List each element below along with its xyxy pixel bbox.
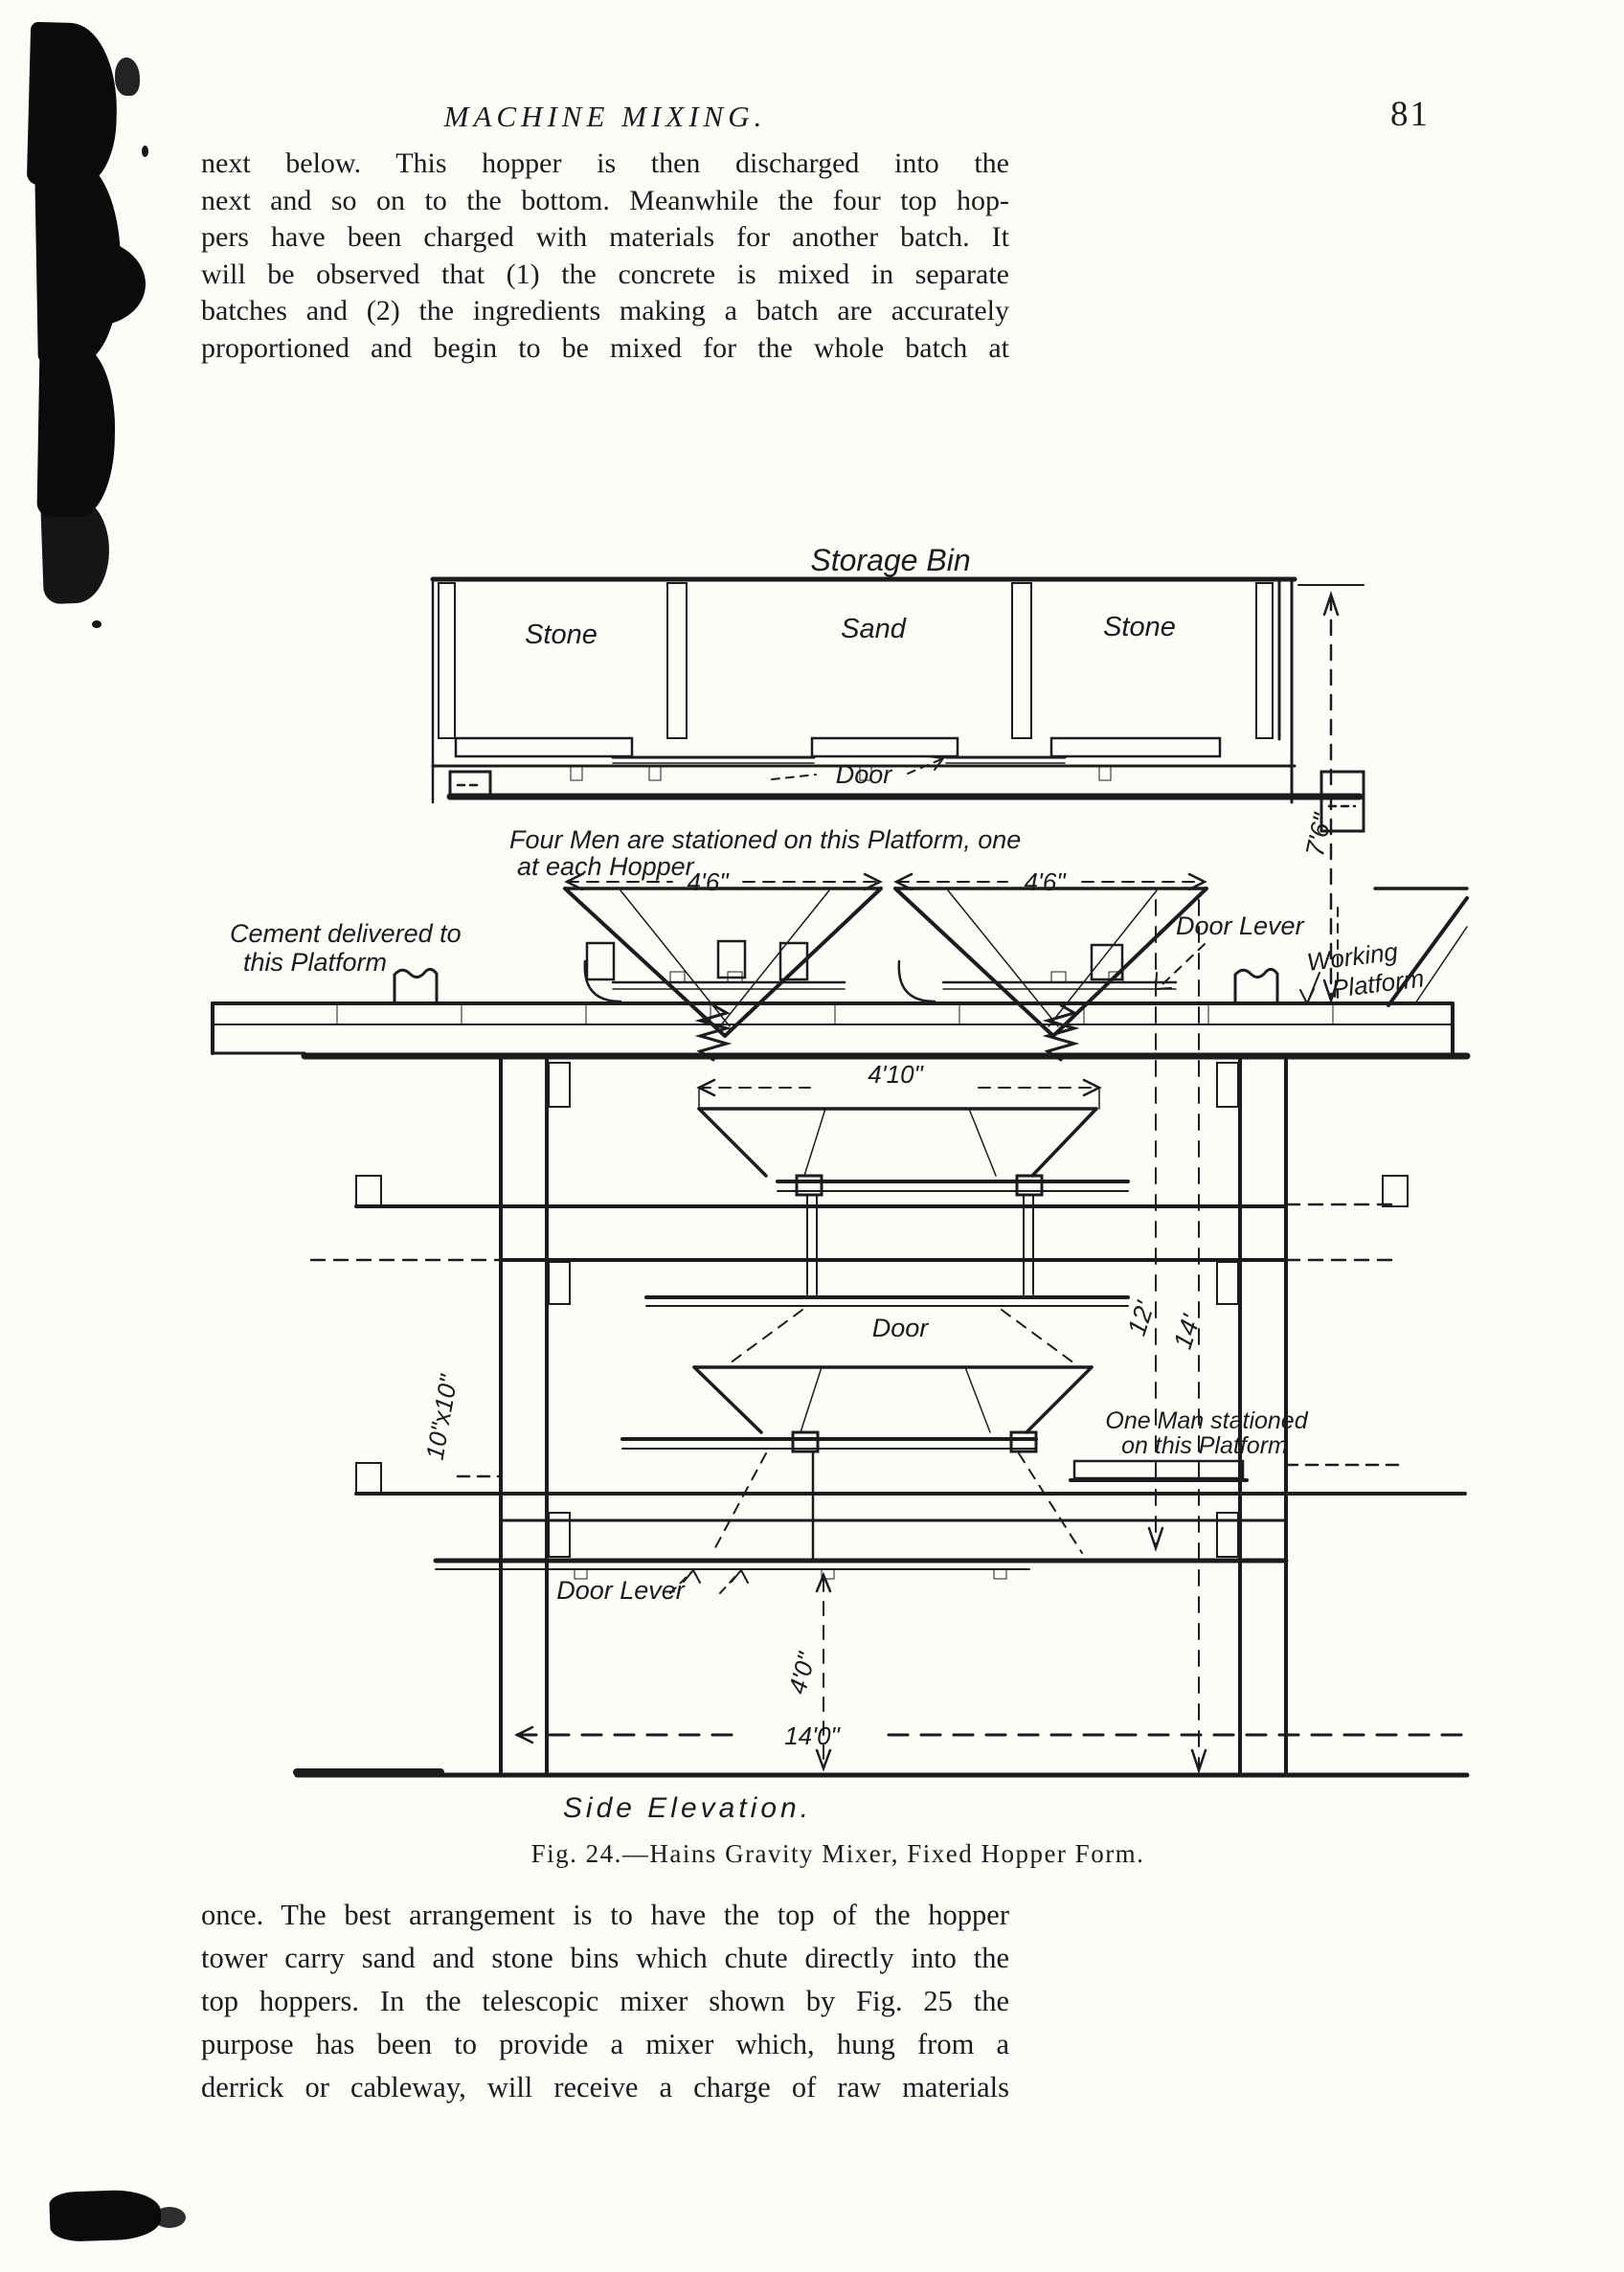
note-four-men-line1: Four Men are stationed on this Platform, one (509, 825, 1022, 854)
scan-smudge (36, 344, 116, 517)
bin-wall-divider (1012, 583, 1031, 738)
paragraph-top (201, 146, 1009, 367)
bin-wall-left (439, 583, 455, 738)
joint-block (549, 1063, 570, 1107)
platform-strip (1074, 1461, 1243, 1478)
dim-4ft6-a-label: 4'6" (687, 867, 729, 896)
scan-speck (92, 620, 102, 628)
text-line: proportioned and begin to be mixed for the whole batch at (201, 331, 1009, 364)
joint-block (1217, 1063, 1238, 1107)
funnel-sides (699, 1109, 1096, 1176)
paragraph-bottom (201, 1894, 1009, 2109)
dim-14ft-label: 14' (1167, 1311, 1207, 1353)
ground-and-base-dimension (297, 1721, 1467, 1824)
bin-label-stone-1: Stone (525, 619, 598, 650)
note-working-platform-2: Platform (1330, 963, 1426, 1003)
bin-wall-divider (667, 583, 687, 738)
scan-speck (142, 146, 148, 157)
text-line: will be observed that (1) the concrete is mixed in separate (201, 258, 1009, 290)
scan-smudge (40, 239, 146, 326)
middle-hopper (646, 1060, 1128, 1363)
joint-block (549, 1262, 570, 1304)
note-one-man-line1: One Man stationed (1105, 1407, 1308, 1434)
hopper-v3-partial (1388, 898, 1467, 1005)
text-line: batches and (2) the ingredients making a batch are accurately (201, 295, 1009, 326)
figure-caption: Fig. 24.—Hains Gravity Mixer, Fixed Hopper Form. (530, 1839, 1145, 1868)
label-door-lever-bottom: Door Lever (556, 1576, 685, 1605)
bin-floor-section (456, 738, 632, 756)
note-cement-line1: Cement delivered to (230, 919, 462, 948)
dim-12ft-label: 12' (1121, 1297, 1161, 1339)
text-line: top hoppers. In the telescopic mixer shown by Fig. 25 the (201, 1985, 1009, 2017)
dim-4ft10-label: 4'10" (868, 1060, 923, 1089)
note-working-platform-1: Working (1305, 936, 1400, 977)
scan-smudge (115, 57, 140, 96)
bin-floor-section (1051, 738, 1220, 756)
column-size-label: 10"x10" (419, 1372, 463, 1463)
working-platform (213, 1003, 1467, 1060)
note-one-man-line2: on this Platform (1121, 1432, 1288, 1459)
bin-support-foot (1099, 766, 1111, 780)
text-line: purpose has been to provide a mixer which, hung from a (201, 2028, 1009, 2060)
funnel-sides (694, 1367, 1092, 1432)
text-line: next and so on to the bottom. Meanwhile the four top hop- (201, 184, 1009, 216)
scan-smudge (153, 2207, 186, 2228)
break-post (395, 969, 437, 1003)
page-number: 81 (1390, 95, 1430, 134)
break-post (1235, 969, 1277, 1003)
scan-smudge (40, 497, 111, 604)
hopper-v2 (895, 889, 1207, 1036)
label-door-mid: Door (871, 1314, 929, 1342)
bin-floor-section (812, 738, 958, 756)
joint-block (1217, 1262, 1238, 1304)
label-door-top: Door (835, 760, 892, 789)
storage-bin-title: Storage Bin (810, 543, 971, 577)
figure-notes (230, 825, 1426, 1003)
bin-support-foot (571, 766, 582, 780)
dimension-7ft6 (1298, 585, 1364, 1001)
beam-end-block (1383, 1176, 1408, 1206)
page-header-title: MACHINE MIXING. (443, 100, 767, 133)
view-label: Side Elevation. (562, 1792, 813, 1824)
text-line: pers have been charged with materials for another batch. It (201, 221, 1009, 253)
note-four-men-line2: at each Hopper (517, 852, 694, 881)
scan-smudge (49, 2189, 162, 2242)
storage-bin (433, 543, 1364, 831)
bin-label-sand: Sand (841, 614, 906, 644)
bin-wall-right (1256, 583, 1273, 738)
arrowhead (928, 756, 943, 770)
text-line: tower carry sand and stone bins which chute directly into the (201, 1942, 1009, 1974)
beam-end-block (356, 1463, 381, 1494)
one-man-platform (1071, 1407, 1309, 1480)
bin-label-stone-2: Stone (1103, 612, 1176, 642)
bin-support-foot (649, 766, 661, 780)
text-line: derrick or cableway, will receive a charge of raw materials (201, 2071, 1009, 2103)
dim-14ft0-label: 14'0" (784, 1721, 840, 1750)
dim-4ft6-b-label: 4'6" (1024, 867, 1066, 896)
hopper-support-block (587, 943, 614, 979)
beam-end-block (356, 1176, 381, 1206)
note-door-lever-top: Door Lever (1176, 911, 1304, 940)
dim-4ft0-label: 4'0" (782, 1649, 822, 1698)
figure-24-diagram (192, 529, 1494, 1888)
text-line: once. The best arrangement is to have the top of the hopper (201, 1899, 1009, 1931)
note-cement-line2: this Platform (243, 948, 388, 977)
vertical-dimensions (782, 900, 1206, 1770)
dim-7ft6-label: 7'6" (1299, 811, 1338, 860)
text-line: next below. This hopper is then discharged into the (201, 147, 1009, 179)
